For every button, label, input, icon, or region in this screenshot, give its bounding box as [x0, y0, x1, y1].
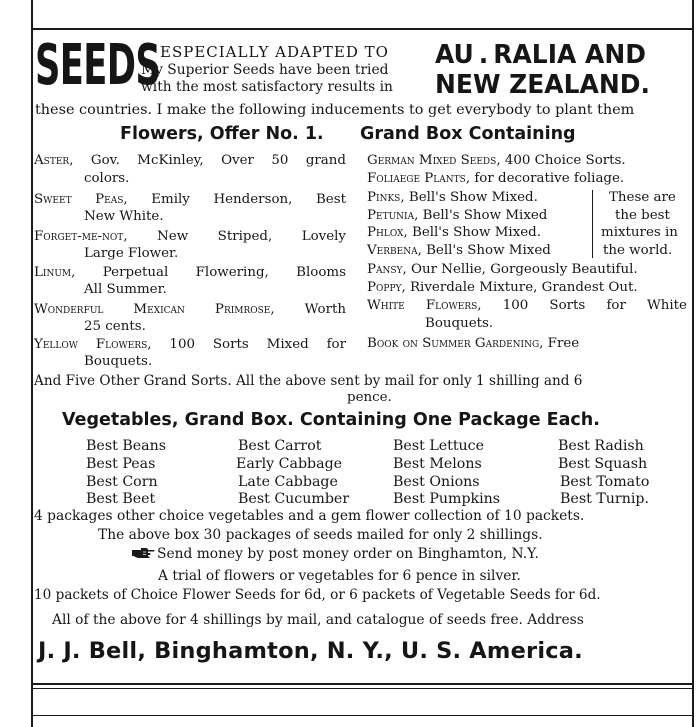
all-above-line: All of the above for 4 shillings by mail, and catalogue of seeds free. Address [52, 612, 584, 628]
packages-line: 4 packages other choice vegetables and a gem flower collection of 10 packets. [34, 508, 585, 524]
list-item: Phlox, Bell's Show Mixed. [367, 225, 541, 240]
list-item: Foliaege Plants, for decorative foliage. [367, 171, 625, 186]
box-price-line: The above box 30 packages of seeds mailed for only 2 shillings. [98, 527, 543, 543]
list-item-cont: New White. [84, 209, 164, 224]
veg-item: Early Cabbage [236, 456, 343, 472]
bottom-rule-1 [31, 683, 694, 685]
trial-line: A trial of flowers or vegetables for 6 pence in silver. [158, 568, 521, 584]
veg-item: Best Tomato [560, 474, 650, 490]
bracket-note-2: the best [615, 208, 670, 223]
veg-item: Best Turnip. [560, 491, 649, 507]
especially-adapted: ESPECIALLY ADAPTED TO [160, 43, 389, 61]
country-new-zealand: NEW ZEALAND. [435, 70, 650, 100]
vegetables-heading: Vegetables, Grand Box. Containing One Package Each. [62, 410, 600, 430]
seeds-title: SEEDS [35, 33, 161, 98]
list-item: Book on Summer Gardening, Free [367, 336, 580, 351]
veg-item: Best Radish [558, 438, 644, 454]
list-item: Verbena, Bell's Show Mixed [367, 243, 551, 258]
bottom-rule-2 [31, 688, 694, 689]
veg-item: Best Peas [86, 456, 156, 472]
veg-item: Best Corn [86, 474, 158, 490]
mail-offer-line: And Five Other Grand Sorts. All the above sent by mail for only 1 shilling and 6 [34, 373, 583, 389]
bottom-rule-3 [31, 715, 694, 716]
veg-item: Best Onions [393, 474, 480, 490]
list-item: German Mixed Seeds, 400 Choice Sorts. [367, 153, 626, 168]
list-item-cont: 25 cents. [84, 319, 146, 334]
country-australia: AU . RALIA AND [435, 40, 646, 70]
right-border [692, 0, 694, 727]
left-border [31, 0, 33, 727]
list-item: Pansy, Our Nellie, Gorgeously Beautiful. [367, 262, 638, 277]
list-item: Poppy, Riverdale Mixture, Grandest Out. [367, 280, 638, 295]
mail-offer-cont: pence. [347, 390, 392, 405]
top-rule [31, 28, 694, 30]
veg-item: Late Cabbage [238, 474, 338, 490]
veg-item: Best Beet [86, 491, 156, 507]
list-item-cont: Bouquets. [425, 316, 494, 331]
bracket-note-4: the world. [603, 243, 673, 258]
list-item: Petunia, Bell's Show Mixed [367, 208, 548, 223]
list-item: Aster, Gov. McKinley, Over 50 grand [34, 153, 346, 168]
intro-line: these countries. I make the following inducements to get everybody to plant them [35, 102, 635, 118]
list-item: Sweet Peas, Emily Henderson, Best [34, 192, 346, 207]
list-item-cont: colors. [84, 171, 130, 186]
list-item: Forget-me-not, New Striped, Lovely [34, 229, 346, 244]
bracket-note-3: mixtures in [601, 225, 678, 240]
address-line: J. J. Bell, Binghamton, N. Y., U. S. America. [38, 638, 583, 664]
grand-box-heading: Grand Box Containing [360, 124, 576, 144]
header-line-2: My Superior Seeds have been tried [141, 62, 389, 78]
list-item-cont: Large Flower. [84, 246, 179, 261]
pointing-hand-icon [131, 547, 155, 559]
money-order-line: Send money by post money order on Binghamton, N.Y. [131, 547, 539, 562]
bracket-divider [592, 190, 593, 258]
veg-item: Best Beans [86, 438, 167, 454]
packets-line: 10 packets of Choice Flower Seeds for 6d, or 6 packets of Vegetable Seeds for 6d. [34, 587, 601, 603]
veg-item: Best Pumpkins [393, 491, 501, 507]
veg-item: Best Lettuce [393, 438, 485, 454]
list-item-cont: All Summer. [84, 282, 167, 297]
list-item: Linum, Perpetual Flowering, Blooms [34, 265, 346, 280]
list-item-cont: Bouquets. [84, 354, 153, 369]
bracket-note-1: These are [609, 190, 676, 205]
list-item: Yellow Flowers, 100 Sorts Mixed for [34, 337, 346, 352]
flowers-heading: Flowers, Offer No. 1. [120, 124, 324, 144]
list-item: Pinks, Bell's Show Mixed. [367, 190, 538, 205]
list-item: Wonderful Mexican Primrose, Worth [34, 302, 346, 317]
list-item: White Flowers, 100 Sorts for White [367, 298, 687, 313]
veg-item: Best Carrot [238, 438, 322, 454]
veg-item: Best Squash [558, 456, 648, 472]
header-line-3: with the most satisfactory results in [141, 79, 393, 95]
veg-item: Best Melons [393, 456, 482, 472]
veg-item: Best Cucumber [238, 491, 350, 507]
